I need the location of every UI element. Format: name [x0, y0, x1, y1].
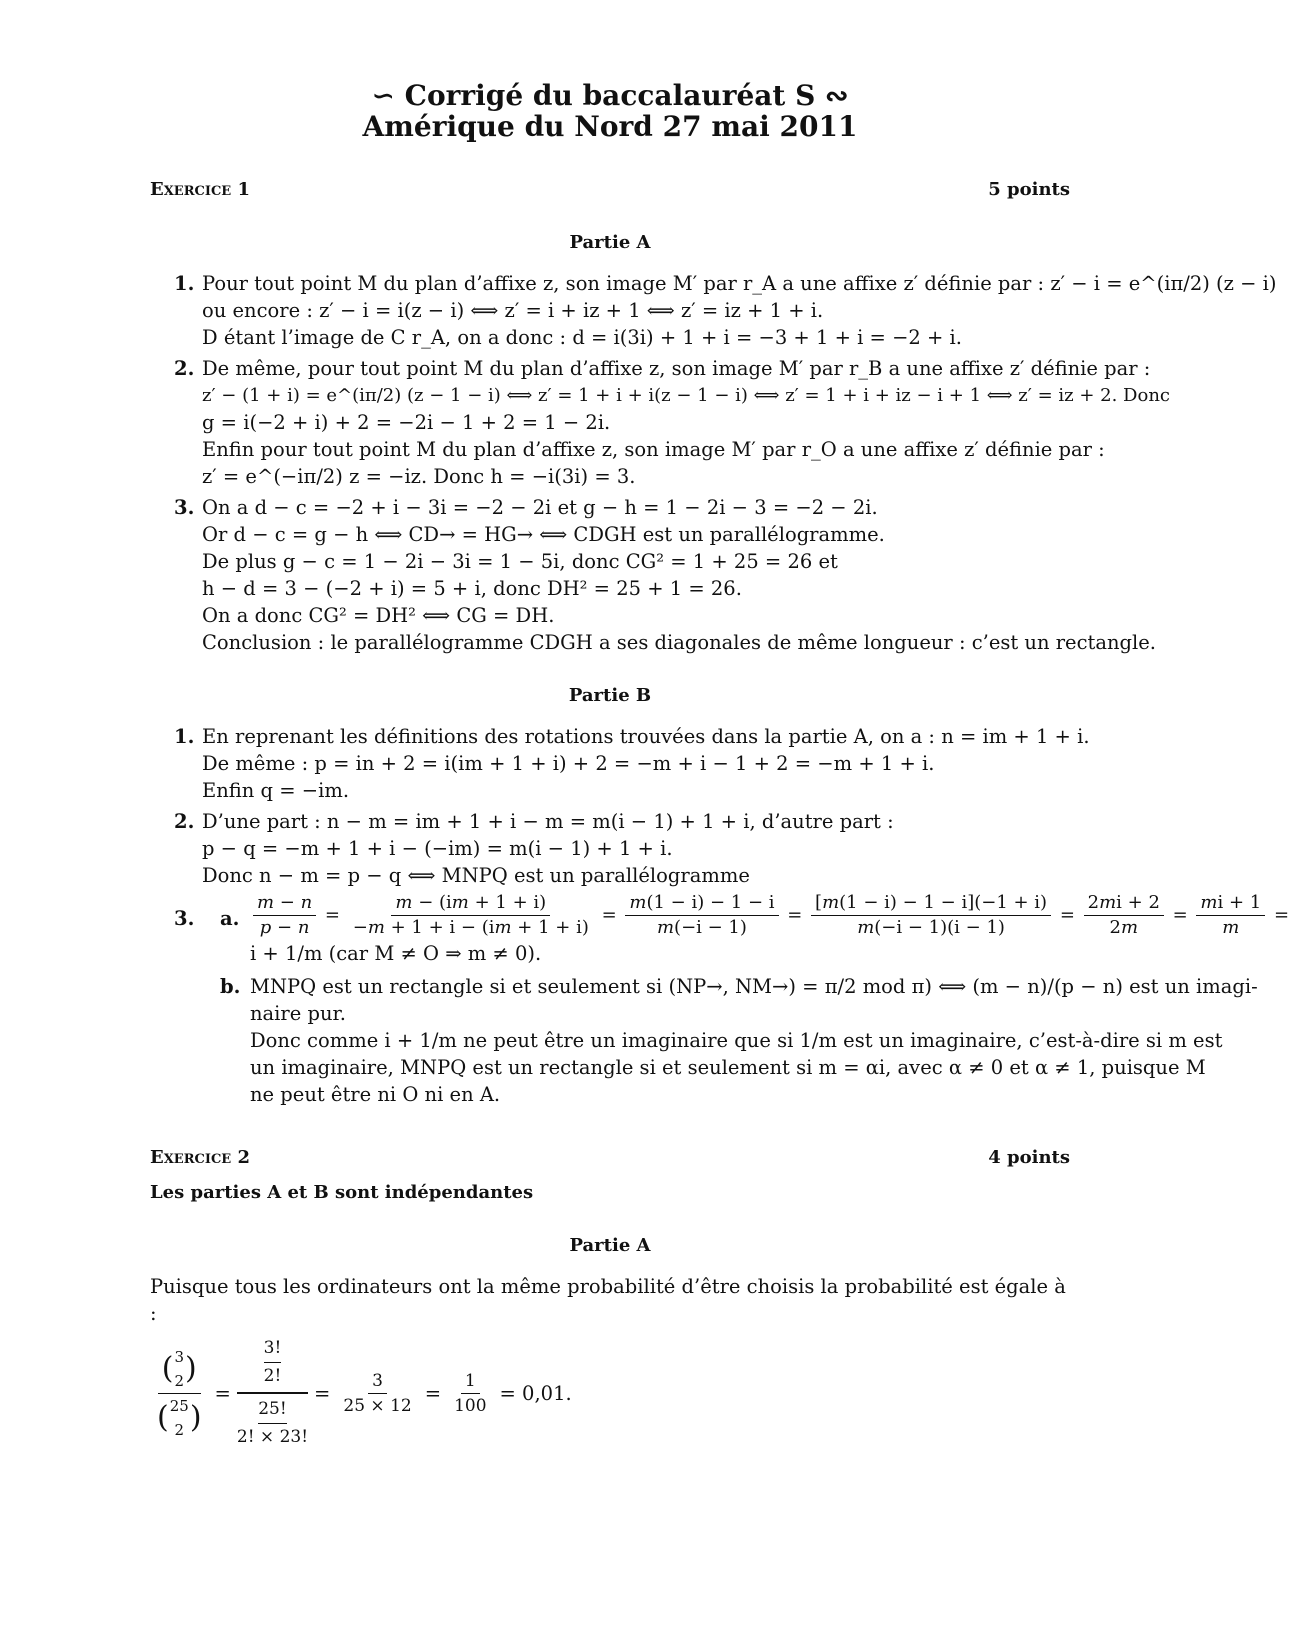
text-line: z′ − (1 + i) = e^(iπ/2) (z − 1 − i) ⟺ z′ = 1 + i + i(z − 1 − i) ⟺ z′ = 1 + i + iz − i + 1 ⟺ z′ = iz + 2. Donc	[202, 385, 1170, 406]
ex1-a-q3: 3. On a d − c = −2 + i − 3i = −2 − 2i et g − h = 1 − 2i − 3 = −2 − 2i. Or d − c = g − h ⟺ CD→ = HG→ ⟺ CDGH est un parallélogramme. De plus g − c = 1 − 2i − 3i = 1 − 5i, donc CG² = 1 + 25 = 26 et h − d = 3 − (−2 + i) = 5 + i, donc DH² = 25 + 1 = 26. On a donc CG² = DH² ⟺ CG = DH. Conclusion : le parallélogramme CDGH a ses diagonales de même longueur : c’est un rectangle.	[174, 496, 1156, 654]
text-line: un imaginaire, MNPQ est un rectangle si et seulement si m = αi, avec α ≠ 0 et α ≠ 1, puisque M	[250, 1056, 1206, 1079]
ex2-part-a-heading: Partie A	[569, 1235, 651, 1256]
exercise-2-points: 4 points	[988, 1147, 1070, 1168]
exercise-1-points: 5 points	[988, 179, 1070, 200]
text-line: Donc comme i + 1/m ne peut être un imaginaire que si 1/m est un imaginaire, c’est-à-dire si m est	[250, 1029, 1223, 1052]
text-line: On a d − c = −2 + i − 3i = −2 − 2i et g − h = 1 − 2i − 3 = −2 − 2i.	[202, 496, 878, 519]
text-line: p − q = −m + 1 + i − (−im) = m(i − 1) + 1 + i.	[202, 837, 673, 860]
part-a-heading: Partie A	[569, 232, 651, 253]
ex1-b-q2: 2. D’une part : n − m = im + 1 + i − m = m(i − 1) + 1 + i, d’autre part : p − q = −m + 1 + i − (−im) = m(i − 1) + 1 + i. Donc n − m = p − q ⟺ MNPQ est un parallélogramme	[150, 808, 1070, 889]
exercise-2-label: Exercice 2	[150, 1147, 250, 1168]
result-text: = 0,01.	[499, 1381, 572, 1405]
text-line: En reprenant les définitions des rotations trouvées dans la partie A, on a : n = im + 1 + i.	[202, 725, 1090, 748]
ex1-a-q1: 1. Pour tout point M du plan d’affixe z, son image M′ par r_A a une affixe z′ définie par : z′ − i = e^(iπ/2) (z − i) ou encore : z′ − i = i(z − i) ⟺ z′ = i + iz + 1 ⟺ z′ = iz + 1 + i. D étant l’image de C r_A, on a donc : d = i(3i) + 1 + i = −3 + 1 + i = −2 + i.	[174, 272, 1277, 349]
ex1-b-q3b: b. MNPQ est un rectangle si et seulement si (NP→, NM→) = π/2 mod π) ⟺ (m − n)/(p − n) est un imagi- naire pur. Donc comme i + 1/m ne peut être un imaginaire que si 1/m est un imaginaire, c’est-à-dire si m est un imaginaire, MNPQ est un rectangle si et seulement si m = αi, avec α ≠ 0 et α ≠ 1, puisque M ne peut être ni O ni en A.	[220, 975, 1258, 1106]
text-line: Enfin pour tout point M du plan d’affixe z, son image M′ par r_O a une affixe z′ définie par :	[202, 438, 1105, 461]
text-line: D étant l’image de C r_A, on a donc : d = i(3i) + 1 + i = −3 + 1 + i = −2 + i.	[202, 326, 962, 349]
text-line: ou encore : z′ − i = i(z − i) ⟺ z′ = i + iz + 1 ⟺ z′ = iz + 1 + i.	[202, 299, 824, 322]
exercise-1-header	[150, 176, 1070, 203]
text-line: D’une part : n − m = im + 1 + i − m = m(i − 1) + 1 + i, d’autre part :	[202, 810, 894, 833]
ex1-a-q2: 2. De même, pour tout point M du plan d’affixe z, son image M′ par r_B a une affixe z′ définie par : z′ − (1 + i) = e^(iπ/2) (z − 1 − i) ⟺ z′ = 1 + i + i(z − 1 − i) ⟺ z′ = 1 + i + iz − i + 1 ⟺ z′ = iz + 2. Donc g = i(−2 + i) + 2 = −2i − 1 + 2 = 1 − 2i. Enfin pour tout point M du plan d’affixe z, son image M′ par r_O a une affixe z′ définie par : z′ = e^(−iπ/2) z = −iz. Donc h = −i(3i) = 3.	[174, 357, 1170, 488]
text-line: On a donc CG² = DH² ⟺ CG = DH.	[202, 604, 555, 627]
exercise-2-header	[150, 1144, 1070, 1171]
text-line: naire pur.	[250, 1002, 346, 1025]
exercise-2-note: Les parties A et B sont indépendantes	[150, 1182, 534, 1203]
text-line: Donc n − m = p − q ⟺ MNPQ est un parallélogramme	[202, 864, 750, 887]
probability-formula: ( 3 2 ) ( 25 2 ) = 3! 2! 25! 2! × 23! = $\frac{3}{25 \times 12}$ = $\frac{1}{100}$ = 0,01.	[150, 1335, 1070, 1451]
text-line: ne peut être ni O ni en A.	[250, 1083, 501, 1106]
text-line: Conclusion : le parallélogramme CDGH a ses diagonales de même longueur : c’est un rectangle.	[202, 631, 1156, 654]
text-line: De même : p = in + 2 = i(im + 1 + i) + 2 = −m + i − 1 + 2 = −m + 1 + i.	[202, 752, 935, 775]
text-line: MNPQ est un rectangle si et seulement si (NP→, NM→) = π/2 mod π) ⟺ (m − n)/(p − n) est un imagi-	[250, 975, 1258, 998]
ex1-b-q1: 1. En reprenant les définitions des rotations trouvées dans la partie A, on a : n = im + 1 + i. De même : p = in + 2 = i(im + 1 + i) + 2 = −m + i − 1 + 2 = −m + 1 + i. Enfin q = −im.	[174, 725, 1090, 802]
part-b-heading: Partie B	[568, 685, 652, 706]
text-line: Enfin q = −im.	[202, 779, 350, 802]
page	[150, 79, 1289, 1451]
title-line-2: Amérique du Nord 27 mai 2011	[362, 110, 858, 143]
fraction-chain: $\frac{m - n}{p - n}$ = $\frac{m - (im + 1 + i)}{-m + 1 + i - (im + 1 + i)}$ = $\frac{m(1 - i) - 1 - i}{m(-i - 1)}$ = $\frac{[m(1 - i) - 1 - i](-1 + i)}{m(-i - 1)(i - 1)}$ = $\frac{2mi + 2}{2m}$ = $\frac{mi + 1}{m}$ =	[250, 891, 1070, 940]
text-line: z′ = e^(−iπ/2) z = −iz. Donc h = −i(3i) = 3.	[202, 465, 636, 488]
text-line: De même, pour tout point M du plan d’affixe z, son image M′ par r_B a une affixe z′ définie par :	[202, 357, 1151, 380]
text-line: Or d − c = g − h ⟺ CD→ = HG→ ⟺ CDGH est un parallélogramme.	[202, 523, 885, 546]
ex1-b-q3a: 3. a. $\frac{m - n}{p - n}$ = $\frac{m - (im + 1 + i)}{-m + 1 + i - (im + 1 + i)}$ = $\frac{m(1 - i) - 1 - i}{m(-i - 1)}$ = $\frac{[m(1 - i) - 1 - i](-1 + i)}{m(-i - 1)(i - 1)}$ = $\frac{2mi + 2}{2m}$ = $\frac{mi + 1}{m}$ = i + 1/m (car M ≠ O ⇒ m ≠ 0).	[174, 892, 1289, 965]
text-line: g = i(−2 + i) + 2 = −2i − 1 + 2 = 1 − 2i.	[202, 411, 611, 434]
exercise-1-label: Exercice 1	[150, 179, 250, 200]
text-line: Pour tout point M du plan d’affixe z, son image M′ par r_A a une affixe z′ définie par : z′ − i = e^(iπ/2) (z − i)	[202, 272, 1277, 295]
text-line: h − d = 3 − (−2 + i) = 5 + i, donc DH² = 25 + 1 = 26.	[202, 577, 742, 600]
title-line-1: ∽ Corrigé du baccalauréat S ∾	[371, 79, 849, 112]
text-line: De plus g − c = 1 − 2i − 3i = 1 − 5i, donc CG² = 1 + 25 = 26 et	[202, 550, 838, 573]
ex2-paragraph: Puisque tous les ordinateurs ont la même probabilité d’être choisis la probabilité est égale à :	[150, 1275, 1066, 1325]
text-line: i + 1/m (car M ≠ O ⇒ m ≠ 0).	[250, 942, 542, 965]
